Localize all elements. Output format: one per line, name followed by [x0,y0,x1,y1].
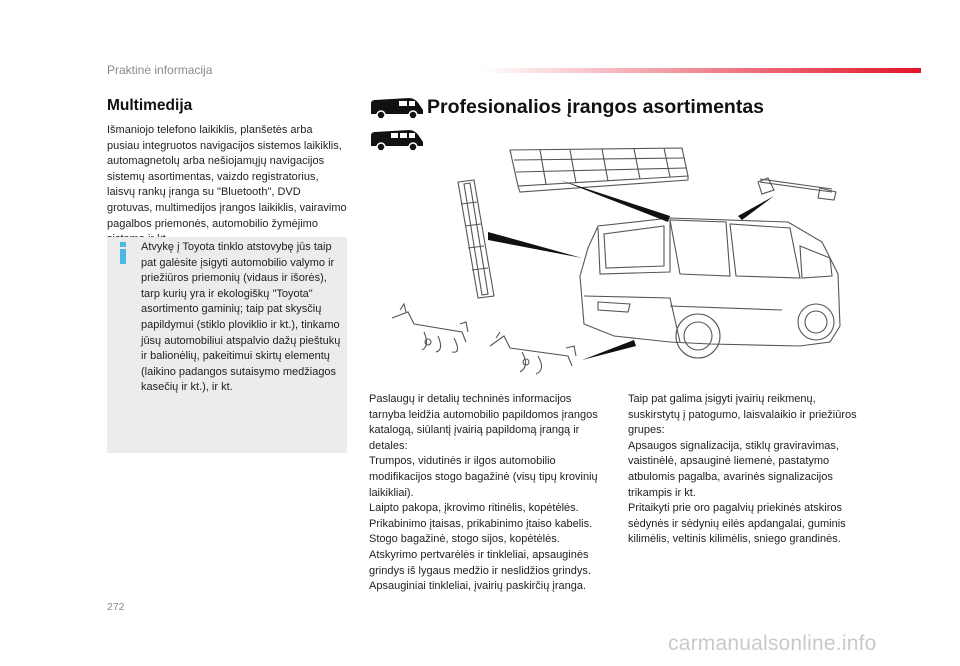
right-paragraph-1: Taip pat galima įsigyti įvairių reikmenų, suskirstytų į patogumo, laisvalaikio ir priežiūros grupes: [628,393,857,437]
van-long-icon [369,94,425,120]
pointer-wedge [582,340,636,360]
van-drawing [580,218,840,358]
tow-bar-drawing [392,304,468,352]
left-paragraph-4: Prikabinimo įtaisas, prikabinimo įtaiso kabelis. [369,517,593,530]
info-icon [116,242,130,264]
left-paragraph-5: Stogo bagažinė, stogo sijos, kopėtėlės. [369,533,560,546]
left-paragraph-3: Laipto pakopa, įkrovimo ritinėlis, kopėtėlės. [369,502,579,515]
pointer-wedge [560,180,670,222]
professional-heading: Profesionalios įrangos asortimentas [427,96,765,118]
left-paragraph-7: Apsauginiai tinkleliai, įvairių paskirčių įranga. [369,580,587,593]
pointer-wedge [738,196,774,220]
multimedia-paragraph: Išmaniojo telefono laikiklis, planšetės arba pusiau integruotos navigacijos sistemos laikiklis, automagnetolų arba nešiojamųjų navigacijos sistemų asortimentas, vaizdo registratorius, laisvų rankų įranga su "Bluetooth", DVD grotuvas, multimedijos įrangos laikiklis, vairavimo pagalbos priemonės, automobilio žymėjimo [107,124,347,230]
roof-rack-drawing [510,148,688,192]
info-box-text: Atvykę į Toyota tinklo atstovybę jūs taip pat galėsite įsigyti automobilio valymo ir priežiūros priemonių (vidaus ir išorės), tarp kurių yra ir ekologiškų "Toyota" asortimento gaminių; taip pat skysčių papildymui (stiklo ploviklio ir kt.), tinkamo jūsų automobiliui atspalvio dažų pieštukų ir balionėlių, pakeitimui skirtų elementų (laikino padangos sutaisymo medžiagos kasečių ir kt.), ir kt. [141,241,341,394]
left-paragraph-1: Paslaugų ir detalių techninės informacijos tarnyba leidžia automobilio papildomos įrangos katalogą, siūlantį įvairią papildomą įrangą ir detales: [369,393,598,452]
tow-bar-2-drawing [490,332,576,374]
running-header: Praktinė informacija [107,63,213,77]
accessories-text-right [628,392,868,548]
watermark: carmanualsonline.info [668,632,877,655]
page-number: 272 [107,601,125,613]
multimedia-heading: Multimedija [107,97,193,114]
right-paragraph-2: Apsaugos signalizacija, stiklų graviravimas, vaistinėlė, apsauginė liemenė, pastatymo atbulomis pagalba, avarinės signalizacijos trikampis ir kt. [628,439,839,499]
right-paragraph-3: Pritaikyti prie oro pagalvių priekinės atskiros sėdynės ir sėdynių eilės apdangalai, guminis kilimėlis, veltinis kilimėlis, sniego grandinės. [628,502,846,546]
accessories-text-left [369,392,609,595]
left-paragraph-6: Atskyrimo pertvarėlės ir tinkleliai, apsauginės grindys iš lygaus medžio ir neslidžios grindys. [369,548,591,577]
van-accessories-illustration [370,146,850,386]
header-accent-bar [480,68,921,73]
left-paragraph-2: Trumpos, vidutinės ir ilgos automobilio modifikacijos stogo bagažinė (visų tipų krovinių laikikliai). [369,455,598,499]
roof-bars-drawing [758,178,836,200]
pointer-wedge [488,232,582,258]
